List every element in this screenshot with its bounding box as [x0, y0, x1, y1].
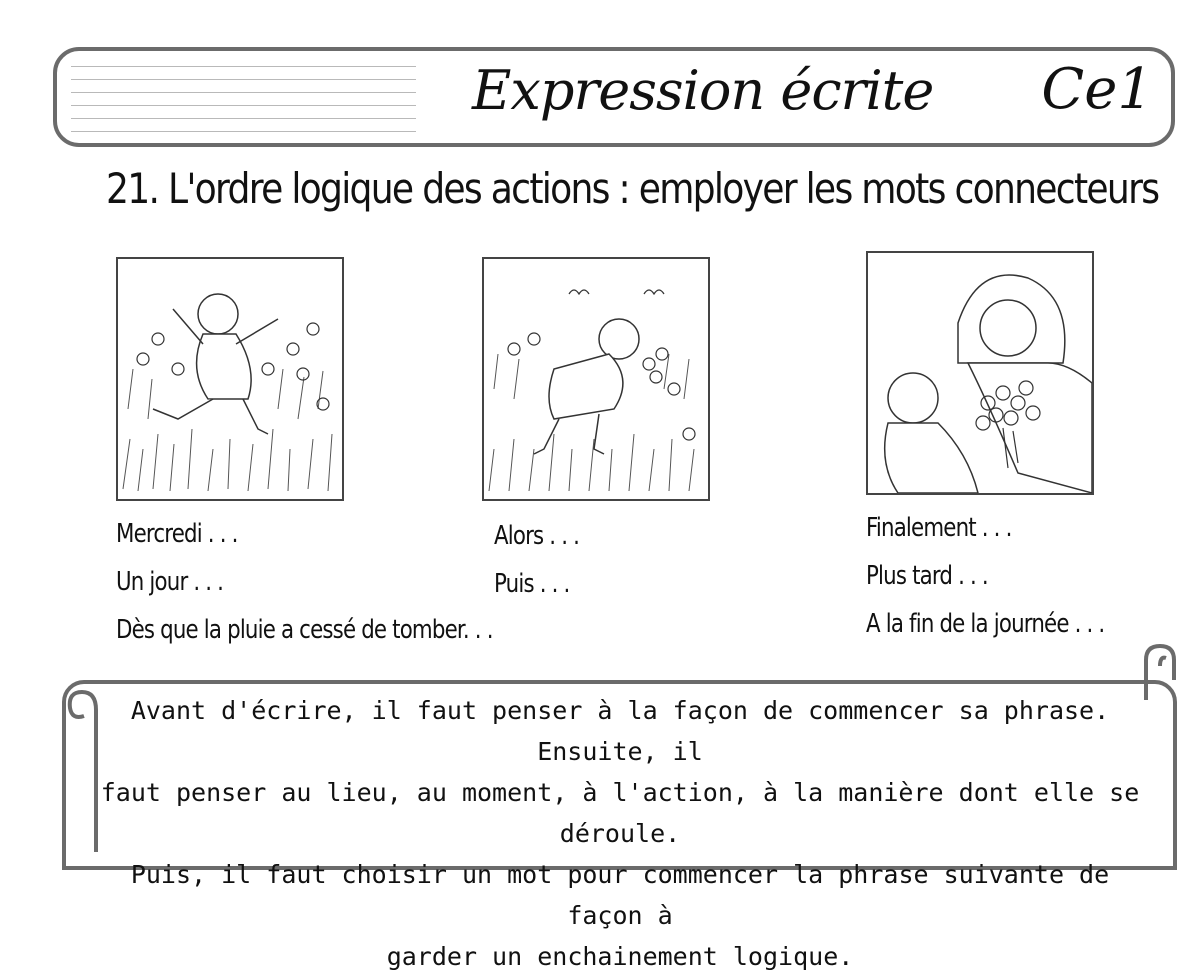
header-banner	[53, 47, 1175, 147]
writing-lines	[71, 66, 416, 144]
tip-line: garder un enchainement logique.	[386, 942, 854, 971]
tip-text	[100, 690, 1140, 977]
illustration-picking-flowers	[482, 257, 710, 501]
connector-word: Un jour . . .	[116, 567, 224, 597]
connector-word: Mercredi . . .	[116, 519, 238, 549]
connector-word: Finalement . . .	[866, 513, 1012, 543]
connectors-column-2	[494, 512, 598, 608]
connector-word: Alors . . .	[494, 521, 580, 551]
illustration-running-child	[116, 257, 344, 501]
page-title: Expression écrite	[472, 59, 934, 122]
connector-word: Plus tard . . .	[866, 561, 988, 591]
tip-line: Avant d'écrire, il faut penser à la façon de commencer sa phrase. Ensuite, il	[130, 696, 1110, 766]
exercise-title: 21. L'ordre logique des actions : employer les mots connecteurs	[106, 164, 1159, 213]
connector-word: A la fin de la journée . . .	[866, 609, 1105, 639]
illustration-giving-flowers	[866, 251, 1094, 495]
tip-line: Puis, il faut choisir un mot pour commencer la phrase suivante de façon à	[130, 860, 1110, 930]
scroll-curl-right-icon	[1136, 640, 1186, 700]
level-label: Ce1	[1041, 57, 1153, 122]
tip-line: faut penser au lieu, au moment, à l'action, à la manière dont elle se déroule.	[100, 778, 1140, 848]
connector-word: Dès que la pluie a cessé de tomber. . .	[116, 615, 493, 645]
connectors-column-3	[866, 504, 1157, 648]
connector-word: Puis . . .	[494, 569, 570, 599]
